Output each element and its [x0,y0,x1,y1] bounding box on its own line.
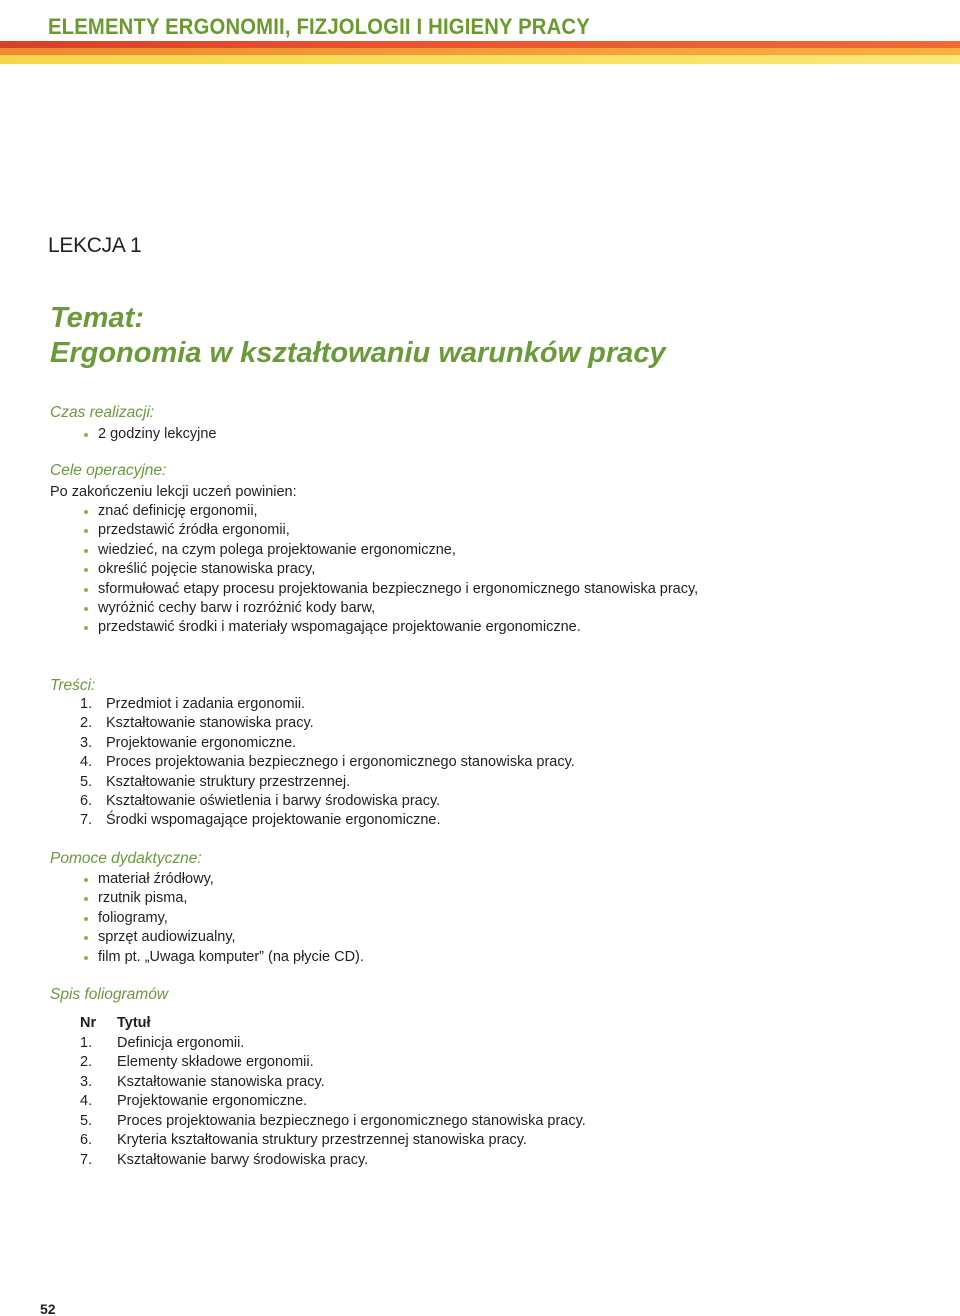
list-item-text: Proces projektowania bezpiecznego i ergonomicznego stanowiska pracy. [106,754,575,771]
section-heading-czas: Czas realizacji: [50,404,155,421]
list-item-number: 3. [80,734,93,751]
list-item-text: znać definicję ergonomii, [98,503,258,519]
list-item-text: rzutnik pisma, [98,890,188,907]
list-item-text: wiedzieć, na czym polega projektowanie ergonomiczne, [98,541,456,558]
list-item [82,948,364,967]
list-item [82,909,364,928]
bullet-dot-icon [84,607,88,611]
list-item-text: foliogramy, [98,909,168,926]
pomoce-list [82,870,364,967]
header-title: ELEMENTY ERGONOMII, FIZJOLOGII I HIGIENY PRACY [48,14,590,39]
bullet-dot-icon [84,529,88,533]
table-row [80,1131,586,1151]
list-item-number: 6. [80,792,93,809]
list-item [82,425,217,444]
table-row [80,1053,586,1073]
table-cell-title: Elementy składowe ergonomii. [117,1054,314,1070]
bullet-dot-icon [84,588,88,592]
list-item [82,502,698,521]
list-item [80,811,575,830]
column-header-nr: Nr [80,1015,97,1031]
list-item-number: 1. [80,696,93,712]
list-item-text: przedstawić źródła ergonomii, [98,522,290,539]
list-item [80,734,575,753]
list-item [80,792,575,811]
list-item-text: sprzęt audiowizualny, [98,929,236,946]
section-heading-cele: Cele operacyjne: [50,462,167,479]
table-cell-num: 6. [80,1132,93,1148]
section-heading-tresci: Treści: [50,677,96,694]
list-item-text: wyróżnić cechy barw i rozróżnić kody barw, [98,599,376,616]
bullet-dot-icon [84,549,88,553]
page-number: 52 [40,1301,56,1316]
table-row [80,1151,586,1171]
list-item [82,618,698,637]
bullet-dot-icon [84,897,88,901]
table-cell-title: Kryteria kształtowania struktury przestrzennej stanowiska pracy. [117,1132,527,1148]
list-item [80,773,575,792]
table-header-row [80,1014,586,1034]
list-item [82,870,364,889]
page-header [0,0,960,70]
czas-list [82,425,217,444]
table-row [80,1073,586,1093]
table-row [80,1092,586,1112]
header-stripe-orange [0,48,960,55]
table-row [80,1034,586,1054]
table-cell-title: Proces projektowania bezpiecznego i ergonomicznego stanowiska pracy. [117,1112,586,1129]
section-heading-pomoce: Pomoce dydaktyczne: [50,850,202,867]
bullet-dot-icon [84,936,88,940]
list-item-text: Przedmiot i zadania ergonomii. [106,696,306,712]
list-item-text: określić pojęcie stanowiska pracy, [98,561,316,578]
topic-label: Temat: [50,302,144,334]
bullet-dot-icon [84,956,88,960]
list-item-text: materiał źródłowy, [98,871,214,887]
list-item-text: film pt. „Uwaga komputer” (na płycie CD). [98,948,364,965]
list-item [82,889,364,908]
list-item-text: przedstawić środki i materiały wspomagające projektowanie ergonomiczne. [98,619,581,636]
lesson-number: LEKCJA 1 [48,234,142,257]
foliogram-table [80,1014,586,1170]
list-item-text: Kształtowanie struktury przestrzennej. [106,773,351,790]
list-item-number: 4. [80,754,93,771]
list-item-number: 7. [80,812,93,829]
table-cell-title: Kształtowanie stanowiska pracy. [117,1073,325,1090]
list-item-text: 2 godziny lekcyjne [98,426,217,442]
header-stripe-red [0,41,960,48]
table-cell-num: 4. [80,1093,93,1109]
bullet-dot-icon [84,626,88,630]
bullet-dot-icon [84,433,88,437]
table-cell-num: 1. [80,1034,93,1051]
cele-intro: Po zakończeniu lekcji uczeń powinien: [50,484,297,500]
table-cell-num: 2. [80,1054,93,1070]
list-item [82,521,698,540]
list-item-text: sformułować etapy procesu projektowania bezpiecznego i ergonomicznego stanowiska pracy, [98,580,699,597]
list-item [80,714,575,733]
cele-list [82,502,698,638]
table-cell-num: 3. [80,1073,93,1090]
list-item-text: Projektowanie ergonomiczne. [106,734,297,751]
table-cell-num: 7. [80,1151,93,1168]
list-item-text: Kształtowanie stanowiska pracy. [106,715,314,732]
table-cell-title: Projektowanie ergonomiczne. [117,1093,308,1109]
tresci-list [80,695,575,831]
list-item-text: Środki wspomagające projektowanie ergonomiczne. [106,812,441,829]
section-heading-spis: Spis foliogramów [50,986,169,1003]
table-row [80,1112,586,1132]
list-item [82,599,698,618]
list-item [82,541,698,560]
bullet-dot-icon [84,878,88,882]
list-item-number: 5. [80,773,93,790]
list-item-text: Kształtowanie oświetlenia i barwy środowiska pracy. [106,792,441,809]
header-stripe-yellow [0,55,960,64]
table-cell-title: Definicja ergonomii. [117,1034,245,1051]
topic-title: Ergonomia w kształtowaniu warunków pracy [50,337,666,369]
table-cell-title: Kształtowanie barwy środowiska pracy. [117,1151,369,1168]
bullet-dot-icon [84,568,88,572]
bullet-dot-icon [84,510,88,514]
list-item-number: 2. [80,715,93,732]
column-header-title: Tytuł [117,1015,151,1031]
list-item [80,753,575,772]
list-item [82,580,698,599]
table-cell-num: 5. [80,1112,93,1129]
list-item [80,695,575,714]
bullet-dot-icon [84,917,88,921]
list-item [82,928,364,947]
list-item [82,560,698,579]
